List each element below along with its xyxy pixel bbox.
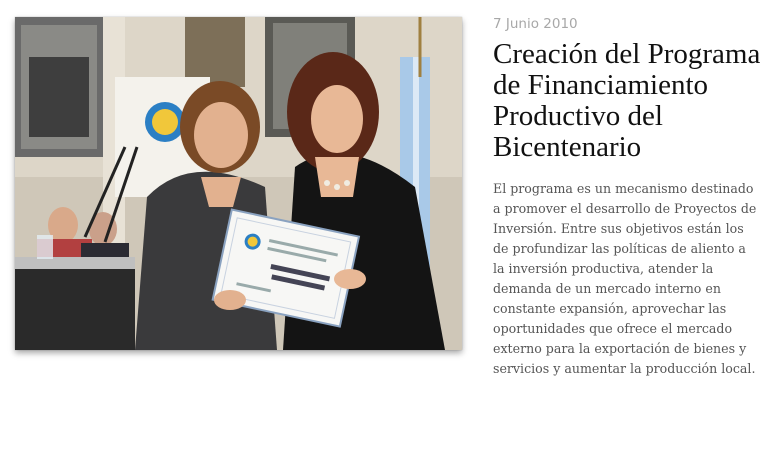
news-photo[interactable]	[15, 17, 462, 350]
article-title[interactable]: Creación del Programa de Financiamiento Productivo del Bicentenario	[493, 38, 761, 163]
article-date: 7 Junio 2010	[493, 16, 578, 32]
article-body: El programa es un mecanismo destinado a promover el desarrollo de Proyectos de Inversión. Entre sus objetivos están los de profundizar las políticas de aliento a la inversión productiva, atender la demanda de un mercado interno en constante expansión, aprovechar las oportunidades que ofrece el mercado externo para la exportación de bienes y servicios y aumentar la producción local.	[493, 181, 757, 376]
news-photo-image	[15, 17, 462, 350]
news-article	[493, 15, 761, 379]
